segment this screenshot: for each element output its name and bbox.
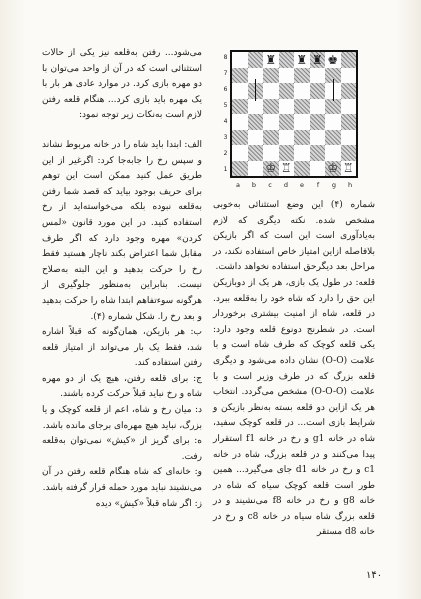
left-text-column [42, 46, 202, 512]
board-square-d4 [279, 114, 295, 130]
board-square-d7 [279, 68, 295, 84]
castling-arrow [333, 79, 334, 101]
paragraph: می‌شود... رفتن به‌قلعه نیز یکی از حالات استثنائی است که در آن از واحد می‌توان با دو مهره بازی کرد. در موارد عادی هر بار با یک مهره باید بازی کرد... هنگام قلعه رفتن لازم است به‌نکات زیر توجه نمود: [42, 48, 202, 121]
board-square-h2 [341, 145, 357, 161]
board-square-d5 [279, 99, 295, 115]
file-label: f [316, 181, 320, 189]
board-square-a8 [232, 52, 248, 68]
board-square-g3 [325, 130, 341, 146]
file-label: e [300, 181, 304, 189]
rank-label: 2 [223, 150, 228, 157]
board-square-f6 [310, 83, 326, 99]
black-rook-e8: ♜ [296, 52, 308, 67]
black-rook-f8: ♜ [311, 52, 323, 67]
paragraph: شماره (۴) این وضع استثنائی به‌خوبی مشخص شده. نکته دیگری که لازم به‌یادآوری است این است که اگر بازیکن بلافاصله ازاین امتیاز خاص استفاده نکند، در مراحل بعد دیگرحق استفاده نخواهد داشت. [213, 200, 376, 273]
board-square-b8 [248, 52, 264, 68]
board-square-d6 [279, 83, 295, 99]
board-square-g2 [325, 145, 341, 161]
board-square-c8 [263, 52, 279, 68]
board-square-e4 [294, 114, 310, 130]
white-rook-h1: ♖ [342, 161, 354, 176]
paragraph: الف: ابتدا باید شاه را در خانه مربوط نشاند و سپس رخ را جابه‌جا کرد: اگرغیر از این طریق عمل کنید ممکن است این توهم برای حریف بوجود بیاید که قصد شما رفتن به‌قلعه نبوده بلکه می‌خواسته‌اید از رخ استفاده کنید. در این مورد قانون «لمس کردن» مهره وجود دارد که اگر طرف مقابل شما اعتراض بکند ناچار هستید فقط رخ را حرکت بدهید و این البته به‌صلاح نیست. بنابراین به‌منظور جلوگیری از هرگونه سوءتفاهم ابتدا شاه را حرکت بدهید و بعد رخ را. شکل شماره (۴). [42, 139, 202, 322]
board-square-e1 [294, 161, 310, 177]
board-square-b2 [248, 145, 264, 161]
white-king-g1: ♔ [327, 161, 339, 176]
paragraph: د: میان رخ و شاه، اعم از قلعه کوچک و یا بزرگ، نباید هیچ مهره‌ای برجای مانده باشد. [42, 405, 202, 431]
board-square-c1 [263, 161, 279, 177]
board-square-f5 [310, 99, 326, 115]
board-square-e8 [294, 52, 310, 68]
chess-diagram [222, 50, 360, 194]
rank-label: 5 [223, 102, 228, 109]
rank-label: 7 [223, 70, 228, 77]
board-square-a3 [232, 130, 248, 146]
board-square-d1 [279, 161, 295, 177]
board-square-c3 [263, 130, 279, 146]
board-square-e2 [294, 145, 310, 161]
paragraph: ز: اگر شاه قبلاً «کیش» دیده [95, 498, 202, 509]
file-label: d [283, 181, 289, 189]
board-square-h6 [341, 83, 357, 99]
file-labels [230, 181, 358, 189]
paragraph: ج: برای قلعه رفتن، هیچ یک از دو مهره شاه و رخ نباید قبلاً حرکت کرده باشند. [42, 373, 202, 400]
board-square-f1 [310, 161, 326, 177]
file-label: a [236, 181, 240, 189]
castling-arrow [255, 79, 256, 101]
rank-label: 1 [223, 166, 228, 173]
board-square-b1 [248, 161, 264, 177]
board-square-g8 [325, 52, 341, 68]
paragraph: قلعه: در طول یک بازی، هر یک از دوبازیکن این حق را دارد که شاه خود را به‌قلعه ببرد. در قلعه، شاه از امنیت بیشتری برخوردار است. در شطرنج دونوع قلعه وجود دارد: یکی قلعه کوچک که طرف شاه است و با علامت (O-O) نشان داده می‌شود و دیگری قلعه بزرگ که در طرف وزیر است و با علامت (O-O-O) مشخص می‌گردد. انتخاب هر یک ازاین دو قلعه بسته به‌نظر بازیکن و شرایط بازی است... در قلعه کوچک سفید، شاه در خانه g1 و رخ در خانه f1 استقرار پیدا می‌کنند و در قلعه بزرگ، شاه در خانه c1 و رخ در خانه d1 جای می‌گیرد... همین طور است قلعه کوچک سیاه که شاه در خانه g8 و رخ در خانه f8 می‌نشیند و در قلعه بزرگ شاه سیاه در خانه c8 و رخ در خانه d8 مستقر [213, 277, 376, 538]
page-number: ۱۴۰ [366, 570, 383, 581]
board-square-a6 [232, 83, 248, 99]
rank-label: 4 [223, 118, 228, 125]
board-square-h7 [341, 68, 357, 84]
board-square-d2 [279, 145, 295, 161]
board-square-c6 [263, 83, 279, 99]
black-rook-c8: ♜ [265, 52, 277, 67]
rank-label: 3 [223, 134, 228, 141]
file-label: g [331, 181, 337, 189]
board-square-e3 [294, 130, 310, 146]
board-square-h4 [341, 114, 357, 130]
board-square-f2 [310, 145, 326, 161]
board-square-f4 [310, 114, 326, 130]
rank-label: 6 [223, 86, 228, 93]
board-square-c2 [263, 145, 279, 161]
board-square-h1 [341, 161, 357, 177]
right-text-column [213, 198, 375, 541]
board-square-a7 [232, 68, 248, 84]
board-square-c5 [263, 99, 279, 115]
board-square-a4 [232, 114, 248, 130]
board-square-e7 [294, 68, 310, 84]
board-square-e6 [294, 83, 310, 99]
file-label: b [251, 181, 257, 189]
board-square-e5 [294, 99, 310, 115]
board-square-c7 [263, 68, 279, 84]
paragraph: ب: هر بازیکن، همان‌گونه که قبلاً اشاره شد، فقط یک بار می‌تواند از امتیاز قلعه رفتن استفاده کند. [42, 327, 202, 369]
board-square-h8 [341, 52, 357, 68]
file-label: c [268, 181, 272, 189]
board-square-c4 [263, 114, 279, 130]
white-king-c1: ♔ [265, 161, 277, 176]
board-square-f8 [310, 52, 326, 68]
board-square-a2 [232, 145, 248, 161]
chess-board [230, 50, 358, 178]
board-square-g4 [325, 114, 341, 130]
board-square-a1 [232, 161, 248, 177]
white-rook-d1: ♖ [280, 161, 292, 176]
board-square-b4 [248, 114, 264, 130]
board-square-d8 [279, 52, 295, 68]
board-square-g1 [325, 161, 341, 177]
board-square-h5 [341, 99, 357, 115]
board-square-b3 [248, 130, 264, 146]
board-square-h3 [341, 130, 357, 146]
black-king-g8: ♚ [327, 52, 339, 67]
rank-label: 8 [223, 54, 228, 61]
board-square-f7 [310, 68, 326, 84]
board-square-a5 [232, 99, 248, 115]
file-label: h [347, 181, 353, 189]
board-square-f3 [310, 130, 326, 146]
paragraph: ه: برای گریز از «کیش» نمی‌توان به‌قلعه رفت. [42, 436, 202, 462]
paragraph: و: خانه‌ای که شاه هنگام قلعه رفتن در آن می‌نشیند نباید مورد حمله قرار گرفته باشد. [42, 467, 202, 494]
board-square-d3 [279, 130, 295, 146]
